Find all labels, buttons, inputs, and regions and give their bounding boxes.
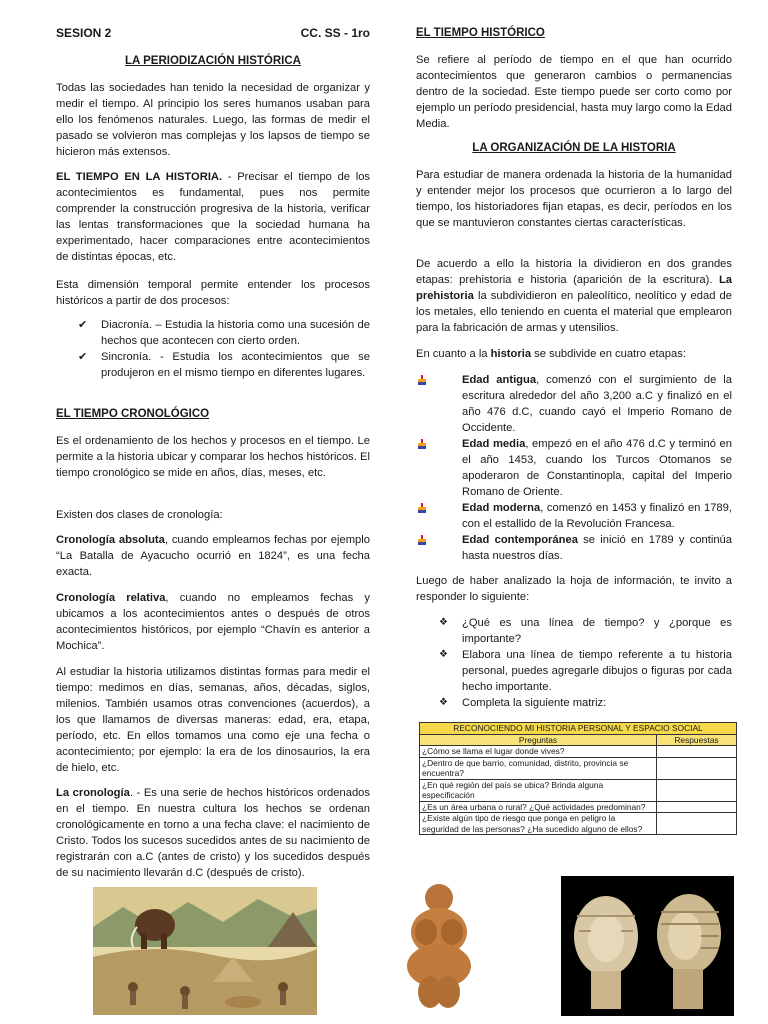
bullet-icon	[418, 439, 426, 449]
diamond-bullet-icon: ❖	[439, 617, 448, 628]
organizacion-heading: LA ORGANIZACIÓN DE LA HISTORIA	[472, 142, 676, 154]
edad-media-term: Edad media	[462, 438, 526, 450]
answer-cell[interactable]	[657, 801, 737, 813]
question-cell: ¿En qué región del país se ubica? Brinda alguna especificación	[420, 779, 657, 801]
cronologia-text: . - Es una serie de hechos históricos ordenados en el tiempo. En nuestra cultura los hechos se ordenan cronológicamente en torno a una fecha clave: el nacimiento de Cristo. Todos los sucesos sucedidos antes de su nacimiento de registrarán con a.C (antes de cristo) y los sucedidos después de su nacimiento llevarán d.C (después de cristo).	[56, 787, 370, 879]
edad-antigua-item	[462, 372, 732, 436]
question-cell: ¿Dentro de que barrio, comunidad, distrito, provincia se encuentra?	[420, 757, 657, 779]
checkmark-icon: ✔	[78, 351, 88, 363]
answer-cell[interactable]	[657, 813, 737, 835]
venus-figurine-image	[392, 880, 486, 1016]
checkmark-icon: ✔	[78, 319, 88, 331]
etapas-paragraph	[416, 256, 732, 336]
page-header	[56, 26, 370, 42]
cronologico-paragraph: Es el ordenamiento de los hechos y procesos en el tiempo. Le permite a la historia ubicar y comparar los hechos históricos. El tiempo cronológico se mide en años, días, meses, etc.	[56, 435, 370, 479]
cronologia-absoluta-paragraph	[56, 532, 370, 580]
etapas-text: De acuerdo a ello la historia la dividieron en dos grandes etapas: prehistoria e historia (aparición de la escritura).	[416, 258, 732, 286]
matriz-table	[419, 722, 737, 835]
answer-cell[interactable]	[657, 746, 737, 758]
medir-tiempo-paragraph: Al estudiar la historia utilizamos distintas formas para medir el tiempo: medimos en días, semanas, años, décadas, siglos, milenios. También usamos otras convenciones (acuerdos), a los que llamamos de diversas maneras: edad, era, etapa, período, etc. En ellos tomamos una como eje una fecha o acontecimiento; por ejemplo: la era de los dinosaurios, la era de hielo, etc.	[56, 666, 370, 774]
question-cell: ¿Cómo se llama el lugar donde vives?	[420, 746, 657, 758]
edad-antigua-term: Edad antigua	[462, 374, 537, 386]
edad-contemporanea-text: se inició en 1789 y continúa hasta nuestros días.	[462, 534, 733, 562]
question-cell: ¿Existe algún tipo de riesgo que ponga en peligro la seguridad de las personas? ¿Ha sucedido alguno de ellos?	[420, 813, 657, 835]
cronologia-relativa-paragraph	[56, 590, 370, 654]
prehistoric-scene-image	[93, 887, 317, 1015]
edad-media-text: , empezó en el año 476 d.C y terminó en el año 1453, cuando los Turcos Otomanos se apoderaron de Constantinopla, capital del Imperio Romano de Oriente.	[462, 438, 733, 498]
edad-moderna-item	[462, 500, 732, 532]
table-title: RECONOCIENDO MI HISTORIA PERSONAL Y ESPACIO SOCIAL	[420, 723, 737, 735]
table-row	[420, 813, 737, 835]
page-title: LA PERIODIZACIÓN HISTÓRICA	[125, 55, 301, 67]
bullet-icon	[418, 503, 426, 513]
table-row	[420, 801, 737, 813]
diamond-bullet-icon: ❖	[439, 697, 448, 708]
table-row	[420, 746, 737, 758]
prehistoria-term: La prehistoria	[416, 274, 732, 302]
diacronia-item: Diacronía. – Estudia la historia como una sucesión de hechos que acontecen con cierto orden.	[101, 319, 370, 347]
cronologia-absoluta-text: , cuando empleamos fechas por ejemplo “La Batalla de Ayacucho ocurrió en 1824”, es una fecha exacta.	[56, 534, 370, 578]
task-item-3: Completa la siguiente matriz:	[462, 697, 607, 709]
tiempo-historico-paragraph: Se refiere al período de tiempo en el que han ocurrido acontecimientos que generaron cambios o permanencias dentro de la sociedad. Este tiempo puede ser corto como por ejemplo un período presidencial, hasta muy largo como la Edad Media.	[416, 54, 732, 130]
edad-contemporanea-item	[462, 532, 732, 564]
cronologia-term: La cronología	[56, 787, 130, 799]
session-label: SESION 2	[56, 26, 112, 40]
cronologia-paragraph	[56, 785, 370, 881]
carved-heads-image	[561, 876, 734, 1016]
course-label: CC. SS - 1ro	[300, 26, 370, 40]
edad-antigua-text: , comenzó con el surgimiento de la escritura alrededor del año 3,200 a.C y finalizó en el año 476 d.C, cuando cayó el Imperio Romano de Occidente.	[462, 374, 732, 434]
historia-text: se subdivide en cuatro etapas:	[531, 348, 686, 360]
table-row	[420, 779, 737, 801]
organizacion-paragraph: Para estudiar de manera ordenada la historia de la humanidad y entender mejor los procesos que ocurrieron a lo largo del tiempo, los historiadores fijan etapas, es decir, períodos en los que se mantuvieron constantes ciertas características.	[416, 169, 732, 229]
clases-paragraph: Existen dos clases de cronología:	[56, 509, 223, 521]
invitacion-paragraph: Luego de haber analizado la hoja de información, te invito a responder lo siguiente:	[416, 575, 732, 603]
question-cell: ¿Es un área urbana o rural? ¿Qué actividades predominan?	[420, 801, 657, 813]
tiempo-cronologico-heading: EL TIEMPO CRONOLÓGICO	[56, 408, 210, 420]
task-item-2: Elabora una línea de tiempo referente a tu historia personal, puedes agregarle dibujos o figuras por cada hecho importante.	[462, 649, 732, 693]
edad-media-item	[462, 436, 732, 500]
historia-intro: En cuanto a la	[416, 348, 491, 360]
tiempo-historia-text: - Precisar el tiempo de los acontecimientos es fundamental, pues nos permite comprender la construcción progresiva de la historia, verificar las lentas transformaciones que la sociedad humana ha experimentado, hacer comparaciones entre acontecimientos de distintas épocas, etc.	[56, 171, 371, 263]
tiempo-historia-heading: EL TIEMPO EN LA HISTORIA.	[56, 171, 223, 183]
historia-term: historia	[490, 348, 532, 360]
dimension-paragraph: Esta dimensión temporal permite entender los procesos históricos a partir de dos procesos:	[56, 279, 370, 307]
prehistoria-text: la subdividieron en paleolítico, neolítico y edad de los metales, ello teniendo en cuenta el material que emplearon para la fabricación de armas y utensilios.	[416, 290, 732, 334]
tiempo-historico-heading: EL TIEMPO HISTÓRICO	[416, 27, 545, 39]
cronologia-relativa-term: Cronología relativa	[56, 592, 166, 604]
edad-moderna-term: Edad moderna	[462, 502, 541, 514]
bullet-icon	[418, 375, 426, 385]
edad-contemporanea-term: Edad contemporánea	[462, 534, 578, 546]
bullet-icon	[418, 535, 426, 545]
col-respuestas: Respuestas	[657, 734, 737, 746]
answer-cell[interactable]	[657, 779, 737, 801]
edad-moderna-text: , comenzó en 1453 y finalizó en 1789, con el estallido de la Revolución Francesa.	[462, 502, 732, 530]
tiempo-historia-paragraph	[56, 169, 370, 265]
historia-paragraph	[416, 346, 732, 362]
table-row	[420, 757, 737, 779]
cronologia-relativa-text: , cuando no empleamos fechas y ubicamos a los acontecimientos antes o después de otros acontecimientos históricos, por ejemplo “Chavín es anterior a Mochica”.	[56, 592, 370, 652]
diamond-bullet-icon: ❖	[439, 649, 448, 660]
sincronia-item: Sincronía. - Estudia los acontecimientos que se produjeron en el mismo tiempo en diferentes lugares.	[101, 351, 370, 379]
cronologia-absoluta-term: Cronología absoluta	[56, 534, 165, 546]
intro-paragraph: Todas las sociedades han tenido la necesidad de organizar y medir el tiempo. Al principio los seres humanos usaban para ello los fenómenos naturales. Luego, las formas de medir el pasado se volvieron mas complejas y los lapsos de tiempo se hicieron más extensos.	[56, 82, 370, 158]
col-preguntas: Preguntas	[420, 734, 657, 746]
answer-cell[interactable]	[657, 757, 737, 779]
task-item-1: ¿Qué es una línea de tiempo? y ¿porque es importante?	[462, 617, 732, 645]
